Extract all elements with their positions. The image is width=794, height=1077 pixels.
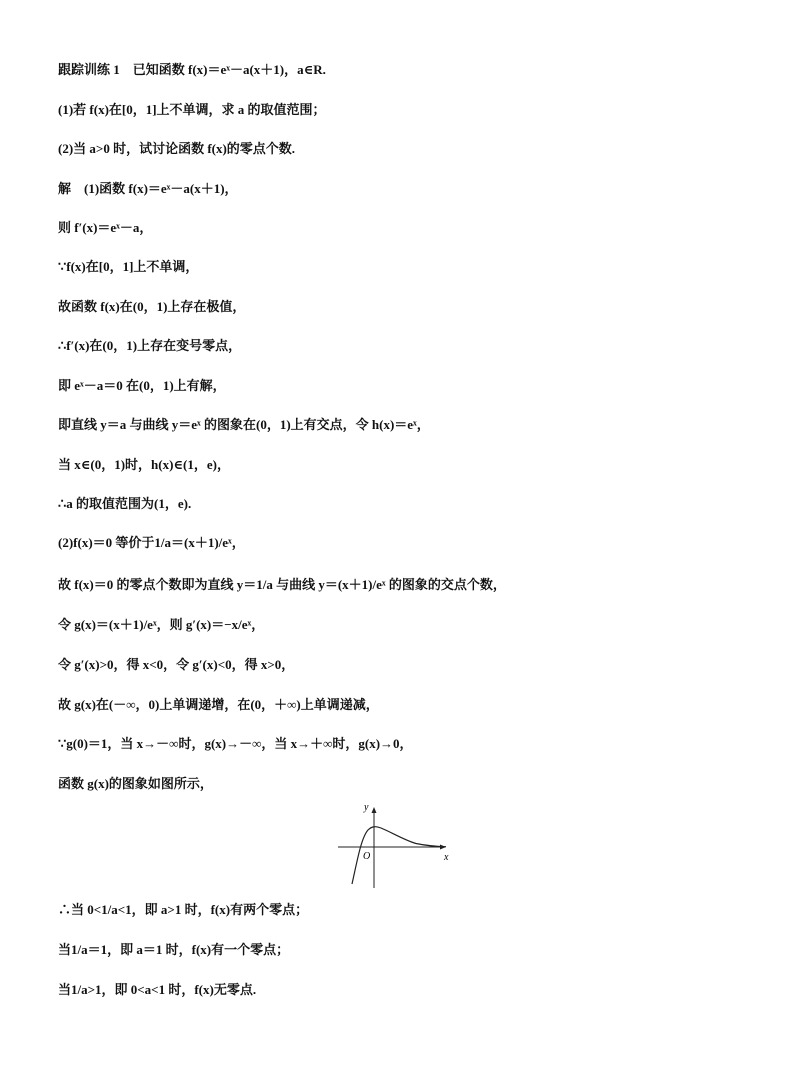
solution-line-7: 即直线 y＝a 与曲线 y＝eˣ 的图象在(0，1)上有交点，令 h(x)＝eˣ， bbox=[58, 417, 430, 432]
y-axis-label: y bbox=[364, 802, 369, 813]
function-graph bbox=[336, 800, 456, 890]
origin-label: O bbox=[363, 851, 371, 862]
solution-line-9: ∴a 的取值范围为(1，e). bbox=[58, 496, 192, 511]
solution-line-13: 令 g′(x)>0，得 x<0，令 g′(x)<0，得 x>0， bbox=[58, 657, 295, 672]
solution-line-8: 当 x∈(0，1)时，h(x)∈(1，e)， bbox=[58, 457, 230, 472]
solution-line-4: 故函数 f(x)在(0，1)上存在极值， bbox=[58, 299, 246, 314]
solution-line-12: 令 g(x)＝(x＋1)/eˣ，则 g′(x)＝−x/eˣ， bbox=[58, 617, 265, 632]
solution-line-1: 解 (1)函数 f(x)＝eˣ－a(x＋1)， bbox=[58, 181, 238, 196]
solution-line-2: 则 f′(x)＝eˣ－a， bbox=[58, 220, 153, 235]
question-1: (1)若 f(x)在[0，1]上不单调，求 a 的取值范围； bbox=[58, 102, 326, 117]
solution-line-10: (2)f(x)＝0 等价于1/a＝(x＋1)/eˣ， bbox=[58, 535, 245, 550]
y-axis-arrow-icon bbox=[372, 807, 377, 813]
exercise-title: 跟踪训练 1 已知函数 f(x)＝eˣ－a(x＋1)，a∈R. bbox=[58, 62, 326, 77]
x-axis-label: x bbox=[444, 852, 449, 863]
solution-line-14: 故 g(x)在(－∞，0)上单调递增，在(0，＋∞)上单调递减， bbox=[58, 697, 379, 712]
solution-line-16: 函数 g(x)的图象如图所示， bbox=[58, 776, 213, 791]
solution-line-5: ∴f′(x)在(0，1)上存在变号零点， bbox=[58, 338, 242, 353]
solution-line-6: 即 eˣ－a＝0 在(0，1)上有解， bbox=[58, 378, 226, 393]
conclusion-line-1: ∴当 0<1/a<1，即 a>1 时，f(x)有两个零点； bbox=[58, 902, 309, 917]
conclusion-line-3: 当1/a>1，即 0<a<1 时，f(x)无零点. bbox=[58, 982, 257, 997]
solution-line-11: 故 f(x)＝0 的零点个数即为直线 y＝1/a 与曲线 y＝(x＋1)/eˣ 的图象的交点个数， bbox=[58, 577, 506, 592]
question-2: (2)当 a>0 时，试讨论函数 f(x)的零点个数. bbox=[58, 141, 296, 156]
solution-line-15: ∵g(0)＝1，当 x→－∞时，g(x)→－∞，当 x→＋∞时，g(x)→0， bbox=[58, 736, 413, 751]
conclusion-line-2: 当1/a＝1，即 a＝1 时，f(x)有一个零点； bbox=[58, 942, 290, 957]
solution-line-3: ∵f(x)在[0，1]上不单调， bbox=[58, 259, 199, 274]
